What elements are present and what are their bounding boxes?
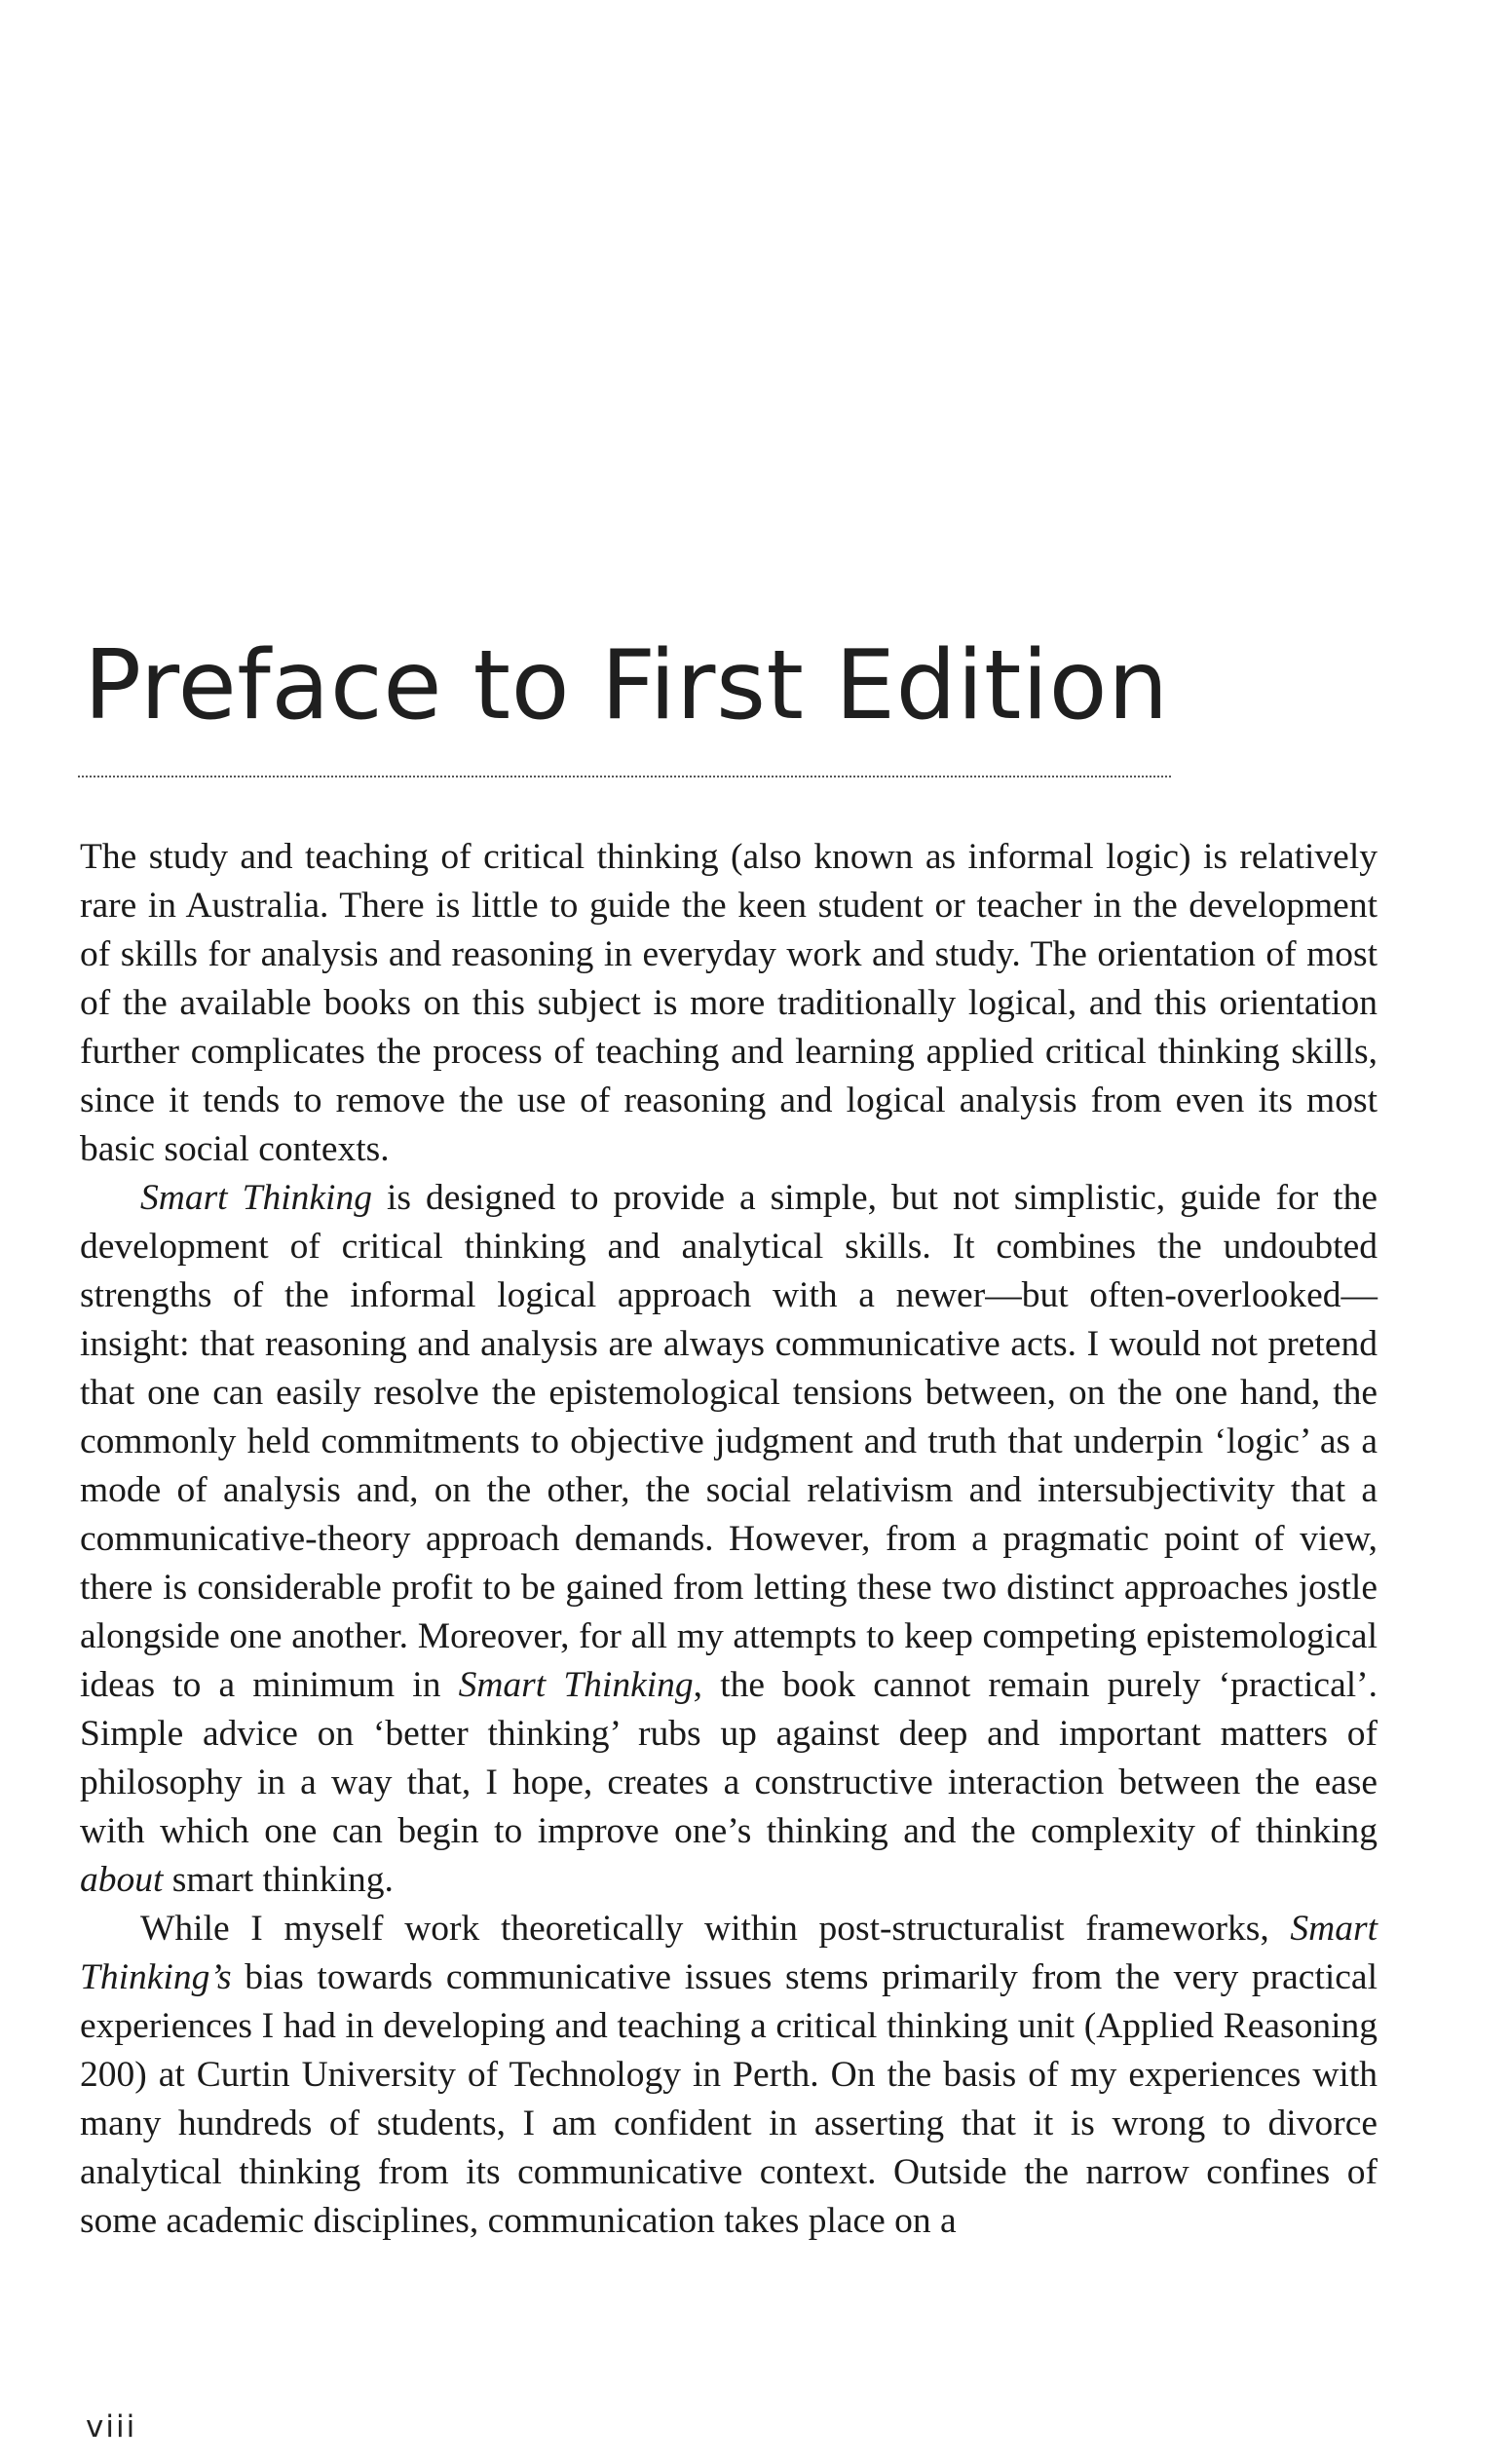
paragraph-2-text-b: , the book cannot remain purely ‘practical’. Simple advice on ‘better thinking’ rubs up against deep and important matters of philosophy in a way that, I hope, creates a constructive interaction between the ease with which one can begin to improve one’s thinking and the complexity of thinking (80, 1665, 1378, 1851)
paragraph-3-text-a: While I myself work theoretically within post-structuralist frameworks, (140, 1909, 1291, 1949)
page-number: viii (86, 2409, 137, 2445)
paragraph-1-text: The study and teaching of critical thinking (also known as informal logic) is relatively rare in Australia. There is little to guide the keen student or teacher in the development of skills for analysis and reasoning in everyday work and study. The orientation of most of the available books on this subject is more traditionally logical, and this orientation further complicates the process of teaching and learning applied critical thinking skills, since it tends to remove the use of reasoning and logical analysis from even its most basic social contexts. (80, 837, 1378, 1169)
book-title-italic: Smart Thinking’s (80, 1909, 1378, 1997)
paragraph-3-text-b: bias towards communicative issues stems primarily from the very practical experiences I had in developing and teaching a critical thinking unit (Applied Reasoning 200) at Curtin University of Technology in Perth. On the basis of my experiences with many hundreds of students, I am confident in asserting that it is wrong to divorce analytical thinking from its communicative context. Outside the narrow confines of some academic disciplines, communication takes place on a (80, 1957, 1378, 2241)
paragraph-3 (80, 1905, 1378, 2246)
title-dotted-rule (78, 776, 1171, 777)
body-text (80, 833, 1378, 2246)
paragraph-1 (80, 833, 1378, 1174)
book-title-italic: Smart Thinking (140, 1178, 372, 1218)
book-title-italic: Smart Thinking (458, 1665, 694, 1705)
paragraph-2 (80, 1174, 1378, 1905)
emphasis-italic: about (80, 1860, 164, 1900)
paragraph-2-text-c: smart thinking. (163, 1860, 394, 1900)
chapter-title: Preface to First Edition (84, 630, 1169, 741)
paragraph-2-text-a: is designed to provide a simple, but not simplistic, guide for the development of critical thinking and analytical skills. It combines the undoubted strengths of the informal logical approach with a newer—but often-overlooked—insight: that reasoning and analysis are always communicative acts. I would not pretend that one can easily resolve the epistemological tensions between, on the one hand, the commonly held commitments to objective judgment and truth that underpin ‘logic’ as a mode of analysis and, on the other, the social relativism and intersubjectivity that a communicative-theory approach demands. However, from a pragmatic point of view, there is considerable profit to be gained from letting these two distinct approaches jostle alongside one another. Moreover, for all my attempts to keep competing epistemological ideas to a minimum in (80, 1178, 1378, 1705)
